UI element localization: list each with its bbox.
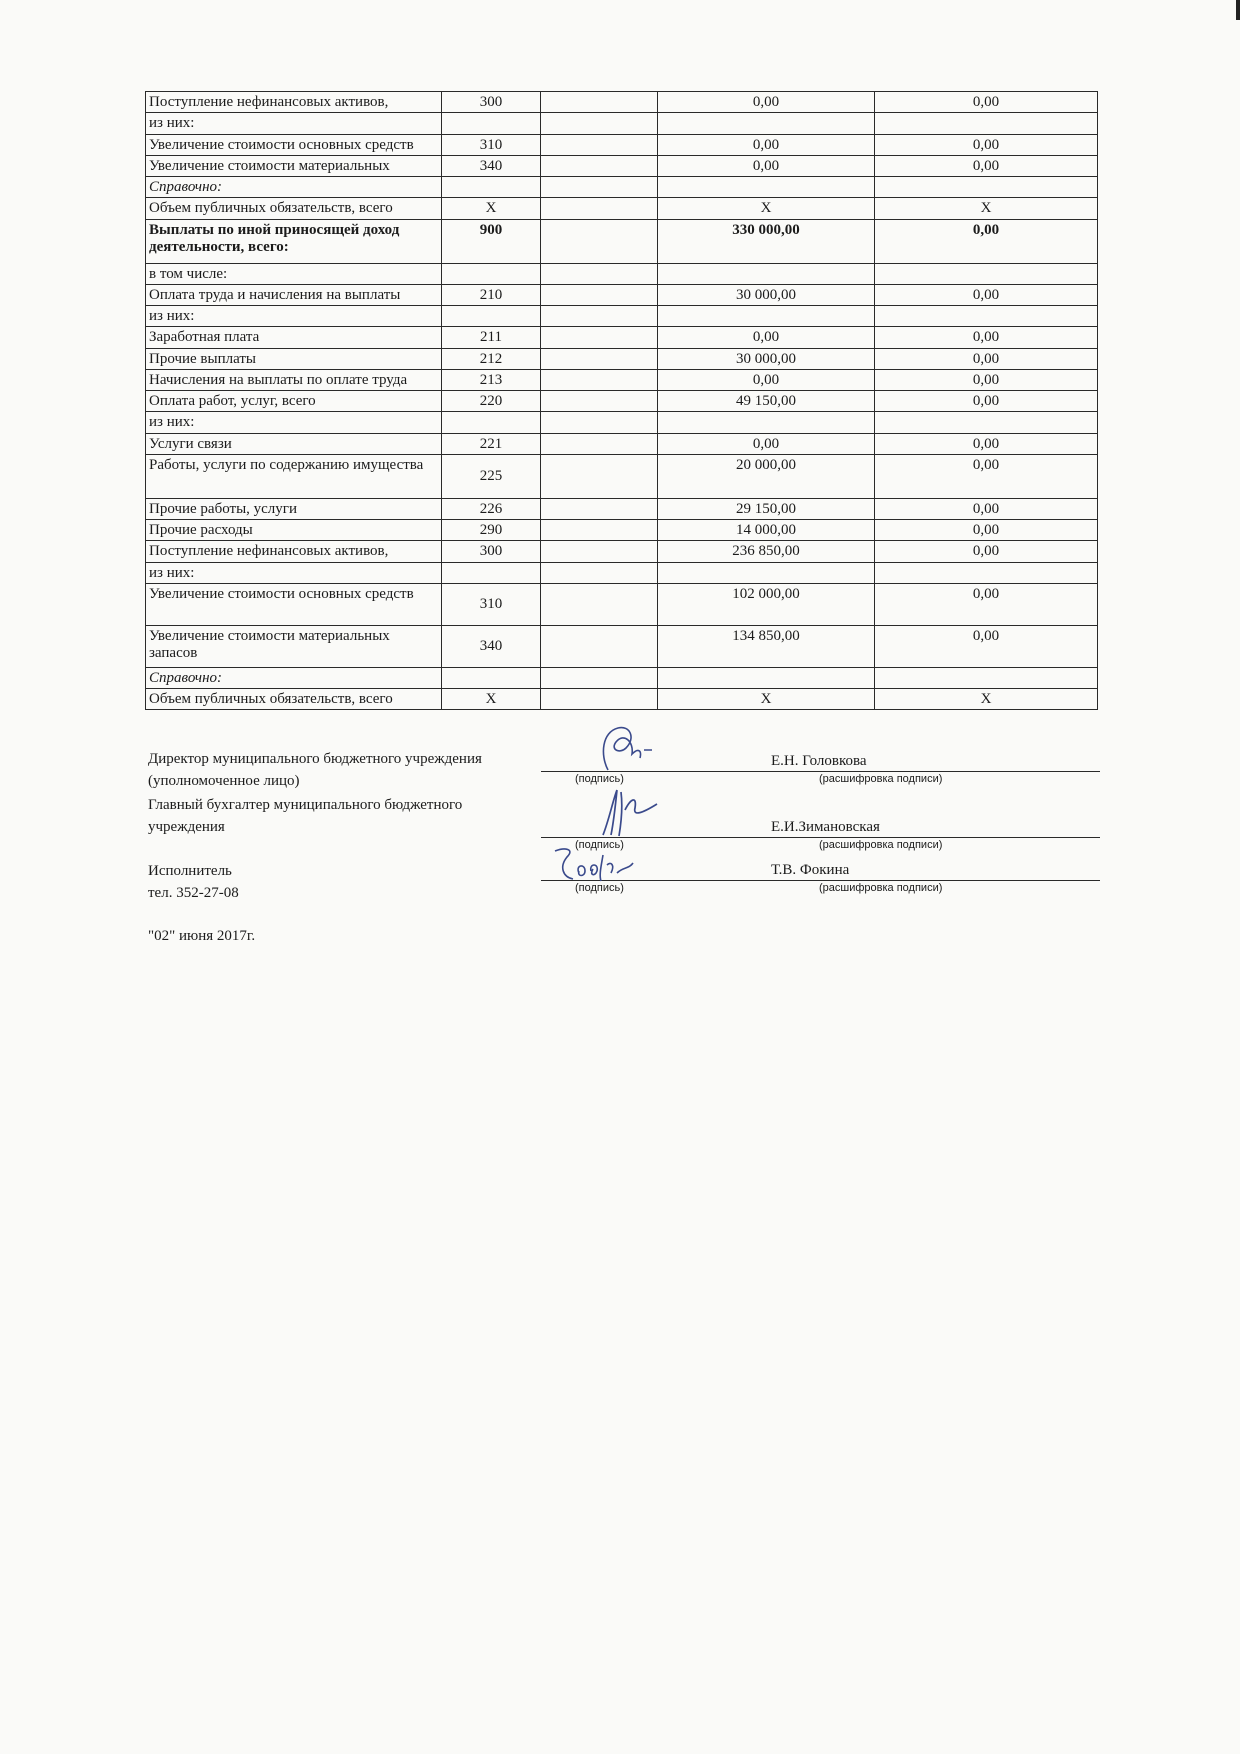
row-code: 213: [442, 369, 541, 390]
table-row: [146, 583, 1098, 625]
row-sum2: 0,00: [875, 454, 1098, 498]
row-code: 300: [442, 541, 541, 562]
decode-caption: (расшифровка подписи): [819, 773, 943, 785]
accountant-title-line1: Главный бухгалтер муниципального бюджетного: [148, 797, 463, 813]
row-name: Выплаты по иной приносящей доход деятельности, всего:: [146, 219, 442, 263]
scan-edge-mark: [1236, 0, 1240, 20]
row-sum2: X: [875, 198, 1098, 219]
row-sum: [658, 306, 875, 327]
row-sum2: 0,00: [875, 498, 1098, 519]
row-name: Оплата работ, услуг, всего: [146, 391, 442, 412]
row-sum: X: [658, 689, 875, 710]
row-name: Увеличение стоимости материальных запасов: [146, 625, 442, 667]
row-code: 221: [442, 433, 541, 454]
row-sum2: 0,00: [875, 541, 1098, 562]
row-sum2: [875, 263, 1098, 284]
row-sum2: [875, 412, 1098, 433]
row-code: 212: [442, 348, 541, 369]
row-sum2: 0,00: [875, 134, 1098, 155]
row-sum: 134 850,00: [658, 625, 875, 667]
row-sum2: X: [875, 689, 1098, 710]
row-sum: 0,00: [658, 369, 875, 390]
row-empty-cell: [541, 454, 658, 498]
row-sum: 20 000,00: [658, 454, 875, 498]
row-empty-cell: [541, 667, 658, 688]
row-empty-cell: [541, 263, 658, 284]
row-code: 211: [442, 327, 541, 348]
row-empty-cell: [541, 625, 658, 667]
row-empty-cell: [541, 433, 658, 454]
row-name: Поступление нефинансовых активов,: [146, 541, 442, 562]
row-code: [442, 177, 541, 198]
row-sum: 14 000,00: [658, 520, 875, 541]
row-code: [442, 113, 541, 134]
table-row: [146, 92, 1098, 113]
row-sum2: [875, 306, 1098, 327]
row-sum2: 0,00: [875, 327, 1098, 348]
decode-caption: (расшифровка подписи): [819, 839, 943, 851]
table-row: [146, 155, 1098, 176]
director-title: [148, 750, 482, 790]
row-sum: [658, 667, 875, 688]
table-row: [146, 284, 1098, 305]
row-empty-cell: [541, 155, 658, 176]
executor-title: Исполнитель: [148, 863, 232, 879]
row-empty-cell: [541, 369, 658, 390]
row-name: Объем публичных обязательств, всего: [146, 689, 442, 710]
row-name: Начисления на выплаты по оплате труда: [146, 369, 442, 390]
row-sum: 0,00: [658, 327, 875, 348]
signature-caption: (подпись): [575, 839, 624, 851]
row-name: в том числе:: [146, 263, 442, 284]
row-empty-cell: [541, 198, 658, 219]
row-sum2: [875, 562, 1098, 583]
table-row: [146, 454, 1098, 498]
row-sum: X: [658, 198, 875, 219]
signature-caption: (подпись): [575, 773, 624, 785]
row-sum: 330 000,00: [658, 219, 875, 263]
row-sum2: 0,00: [875, 219, 1098, 263]
table-row: [146, 667, 1098, 688]
table-row: [146, 520, 1098, 541]
row-empty-cell: [541, 562, 658, 583]
table-row: [146, 177, 1098, 198]
table-row: [146, 541, 1098, 562]
table-row: [146, 433, 1098, 454]
row-name: Справочно:: [146, 667, 442, 688]
row-sum: [658, 113, 875, 134]
row-empty-cell: [541, 134, 658, 155]
row-name: Заработная плата: [146, 327, 442, 348]
table-row: [146, 369, 1098, 390]
row-name: Справочно:: [146, 177, 442, 198]
row-sum2: 0,00: [875, 625, 1098, 667]
row-empty-cell: [541, 583, 658, 625]
executor-block: [148, 862, 239, 902]
row-sum2: 0,00: [875, 369, 1098, 390]
row-name: из них:: [146, 562, 442, 583]
row-empty-cell: [541, 327, 658, 348]
row-code: [442, 263, 541, 284]
row-code: 226: [442, 498, 541, 519]
row-sum: 30 000,00: [658, 348, 875, 369]
row-name: Увеличение стоимости основных средств: [146, 134, 442, 155]
table-row: [146, 689, 1098, 710]
row-code: 310: [442, 134, 541, 155]
row-code: 290: [442, 520, 541, 541]
row-name: Работы, услуги по содержанию имущества: [146, 454, 442, 498]
row-empty-cell: [541, 177, 658, 198]
director-handwritten-signature: [590, 720, 670, 780]
row-name: Прочие работы, услуги: [146, 498, 442, 519]
row-code: [442, 667, 541, 688]
row-code: 900: [442, 219, 541, 263]
row-code: [442, 306, 541, 327]
table-row: [146, 498, 1098, 519]
row-sum: [658, 412, 875, 433]
row-sum: 0,00: [658, 134, 875, 155]
row-code: X: [442, 198, 541, 219]
row-empty-cell: [541, 219, 658, 263]
decode-caption: (расшифровка подписи): [819, 882, 943, 894]
row-code: 300: [442, 92, 541, 113]
row-sum: [658, 177, 875, 198]
director-name: Е.Н. Головкова: [771, 753, 867, 769]
row-sum: 0,00: [658, 92, 875, 113]
row-sum2: 0,00: [875, 433, 1098, 454]
table-row: [146, 306, 1098, 327]
row-name: из них:: [146, 412, 442, 433]
row-sum: 29 150,00: [658, 498, 875, 519]
document-date: "02" июня 2017г.: [148, 928, 256, 944]
row-name: Поступление нефинансовых активов,: [146, 92, 442, 113]
row-sum2: [875, 667, 1098, 688]
row-sum: [658, 562, 875, 583]
table-row: [146, 263, 1098, 284]
accountant-title-line2: учреждения: [148, 819, 225, 835]
row-sum2: 0,00: [875, 520, 1098, 541]
table-row-total: [146, 219, 1098, 263]
director-title-line1: Директор муниципального бюджетного учреждения: [148, 751, 482, 767]
row-code: 210: [442, 284, 541, 305]
table-row: [146, 562, 1098, 583]
row-code: 220: [442, 391, 541, 412]
signature-caption: (подпись): [575, 882, 624, 894]
row-empty-cell: [541, 412, 658, 433]
row-code: 310: [442, 583, 541, 625]
row-empty-cell: [541, 391, 658, 412]
accountant-handwritten-signature: [595, 780, 675, 840]
row-sum2: 0,00: [875, 284, 1098, 305]
executor-handwritten-signature: [545, 843, 645, 888]
row-name: Оплата труда и начисления на выплаты: [146, 284, 442, 305]
row-name: Увеличение стоимости основных средств: [146, 583, 442, 625]
row-sum2: [875, 113, 1098, 134]
row-sum2: 0,00: [875, 391, 1098, 412]
accountant-name: Е.И.Зимановская: [771, 819, 880, 835]
row-sum2: 0,00: [875, 92, 1098, 113]
table-row: [146, 412, 1098, 433]
row-code: X: [442, 689, 541, 710]
row-empty-cell: [541, 113, 658, 134]
table-row: [146, 327, 1098, 348]
row-sum: [658, 263, 875, 284]
row-sum: 0,00: [658, 155, 875, 176]
row-code: 340: [442, 155, 541, 176]
row-sum2: 0,00: [875, 583, 1098, 625]
row-empty-cell: [541, 284, 658, 305]
row-empty-cell: [541, 541, 658, 562]
expenditure-table: [145, 91, 1098, 710]
row-code: [442, 562, 541, 583]
row-name: Увеличение стоимости материальных: [146, 155, 442, 176]
row-sum: 49 150,00: [658, 391, 875, 412]
executor-phone: тел. 352-27-08: [148, 885, 239, 901]
row-sum: 0,00: [658, 433, 875, 454]
table-row: [146, 391, 1098, 412]
director-title-line2: (уполномоченное лицо): [148, 773, 300, 789]
row-code: [442, 412, 541, 433]
table-row: [146, 348, 1098, 369]
row-name: Услуги связи: [146, 433, 442, 454]
row-sum2: 0,00: [875, 348, 1098, 369]
row-code: 225: [442, 454, 541, 498]
row-empty-cell: [541, 92, 658, 113]
row-empty-cell: [541, 689, 658, 710]
row-name: из них:: [146, 306, 442, 327]
row-sum: 236 850,00: [658, 541, 875, 562]
table-row: [146, 198, 1098, 219]
row-sum: 102 000,00: [658, 583, 875, 625]
row-empty-cell: [541, 348, 658, 369]
row-sum: 30 000,00: [658, 284, 875, 305]
row-empty-cell: [541, 306, 658, 327]
table-row: [146, 134, 1098, 155]
row-name: Прочие выплаты: [146, 348, 442, 369]
table-row: [146, 625, 1098, 667]
row-sum2: [875, 177, 1098, 198]
row-name: Объем публичных обязательств, всего: [146, 198, 442, 219]
table-row: [146, 113, 1098, 134]
row-name: Прочие расходы: [146, 520, 442, 541]
row-name: из них:: [146, 113, 442, 134]
executor-name: Т.В. Фокина: [771, 862, 850, 878]
row-code: 340: [442, 625, 541, 667]
accountant-title: [148, 796, 462, 836]
row-empty-cell: [541, 520, 658, 541]
row-sum2: 0,00: [875, 155, 1098, 176]
row-empty-cell: [541, 498, 658, 519]
